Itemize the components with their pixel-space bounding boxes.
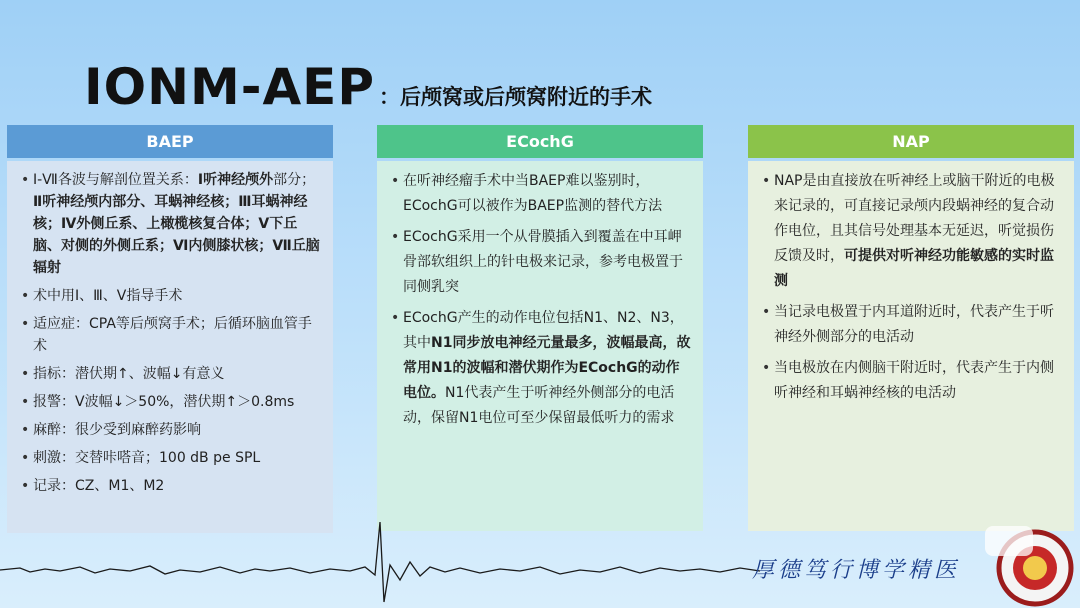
column-body [377,161,703,531]
bullet-item [21,419,323,441]
column-body [7,161,333,533]
column-header: NAP [748,125,1074,158]
bullet-bold-text: N1同步放电神经元量最多，波幅最高，故常用N1的波幅和潜伏期作为ECochG的动作电位。 [403,335,691,401]
column-baep [7,125,333,494]
bullet-text: 当电极放在内侧脑干附近时，代表产生于内侧听神经和耳蜗神经核的电活动 [774,360,1054,401]
bullet-bold-text: Ⅱ听神经颅内部分、耳蜗神经核；Ⅲ耳蜗神经核；Ⅳ外侧丘系、上橄榄核复合体；Ⅴ下丘脑、对侧的外侧丘系；Ⅵ内侧膝状核；Ⅶ丘脑辐射 [33,194,320,276]
bullet-text: 报警：Ⅴ波幅↓＞50%，潜伏期↑＞0.8ms [33,394,295,410]
bullet-item [391,225,693,300]
bullet-text: 术中用Ⅰ、Ⅲ、Ⅴ指导手术 [33,288,183,304]
title-main: IONM-AEP [84,58,375,116]
school-seal-icon [985,520,1075,608]
bullet-text: 当记录电极置于内耳道附近时，代表产生于听神经外侧部分的电活动 [774,304,1054,345]
slide-title [84,58,652,116]
bullet-item [391,306,693,431]
bullet-item [762,356,1064,406]
bullet-text: ECochG产生的动作电位包括N1、N2、N3，其中 [403,310,684,351]
bullet-text: 指标：潜伏期↑、波幅↓有意义 [33,366,225,382]
bullet-bold-text: 可提供对听神经功能敏感的实时监测 [774,248,1054,289]
bullet-text: 适应症：CPA等后颅窝手术；后循环脑血管手术 [33,316,312,354]
bullet-item [391,169,693,219]
bullet-text: 刺激：交替咔嗒音；100 dB pe SPL [33,450,261,466]
bullet-text: 在听神经瘤手术中当BAEP难以鉴别时，ECochG可以被作为BAEP监测的替代方法 [403,173,663,214]
bullet-item [762,300,1064,350]
bullet-item [21,285,323,307]
title-subtitle: ：后颅窝或后颅窝附近的手术 [378,85,652,109]
bullet-item [21,169,323,279]
bullet-item [21,475,323,497]
bullet-item [21,363,323,385]
bullet-item [21,313,323,357]
bullet-item [762,169,1064,294]
calligraphy-motto: 厚德笃行博学精医 [752,558,961,583]
column-ecochg [377,125,703,426]
bullet-text: N1代表产生于听神经外侧部分的电活动，保留N1电位可至少保留最低听力的需求 [403,385,675,426]
bullet-bold-text: Ⅰ听神经颅外 [197,172,274,188]
column-body [748,161,1074,531]
column-header: ECochG [377,125,703,158]
bullet-item [21,447,323,469]
bullet-text: ECochG采用一个从骨膜插入到覆盖在中耳岬骨部软组织上的针电极来记录，参考电极置于同侧乳突 [403,229,683,295]
bullet-list [21,169,323,497]
column-nap [748,125,1074,401]
bullet-text: 记录：CZ、M1、M2 [33,478,165,494]
bullet-text: 部分； [273,172,316,188]
bullet-text: NAP是由直接放在听神经上或脑干附近的电极来记录的，可直接记录颅内段蜗神经的复合动作电位，且其信号处理基本无延迟，听觉损伤反馈及时， [774,173,1055,264]
bullet-list [391,169,693,431]
bullet-text: Ⅰ-Ⅶ各波与解剖位置关系： [33,172,198,188]
bullet-text: 麻醉：很少受到麻醉药影响 [33,422,201,438]
bullet-list [762,169,1064,406]
column-header: BAEP [7,125,333,158]
bullet-item [21,391,323,413]
